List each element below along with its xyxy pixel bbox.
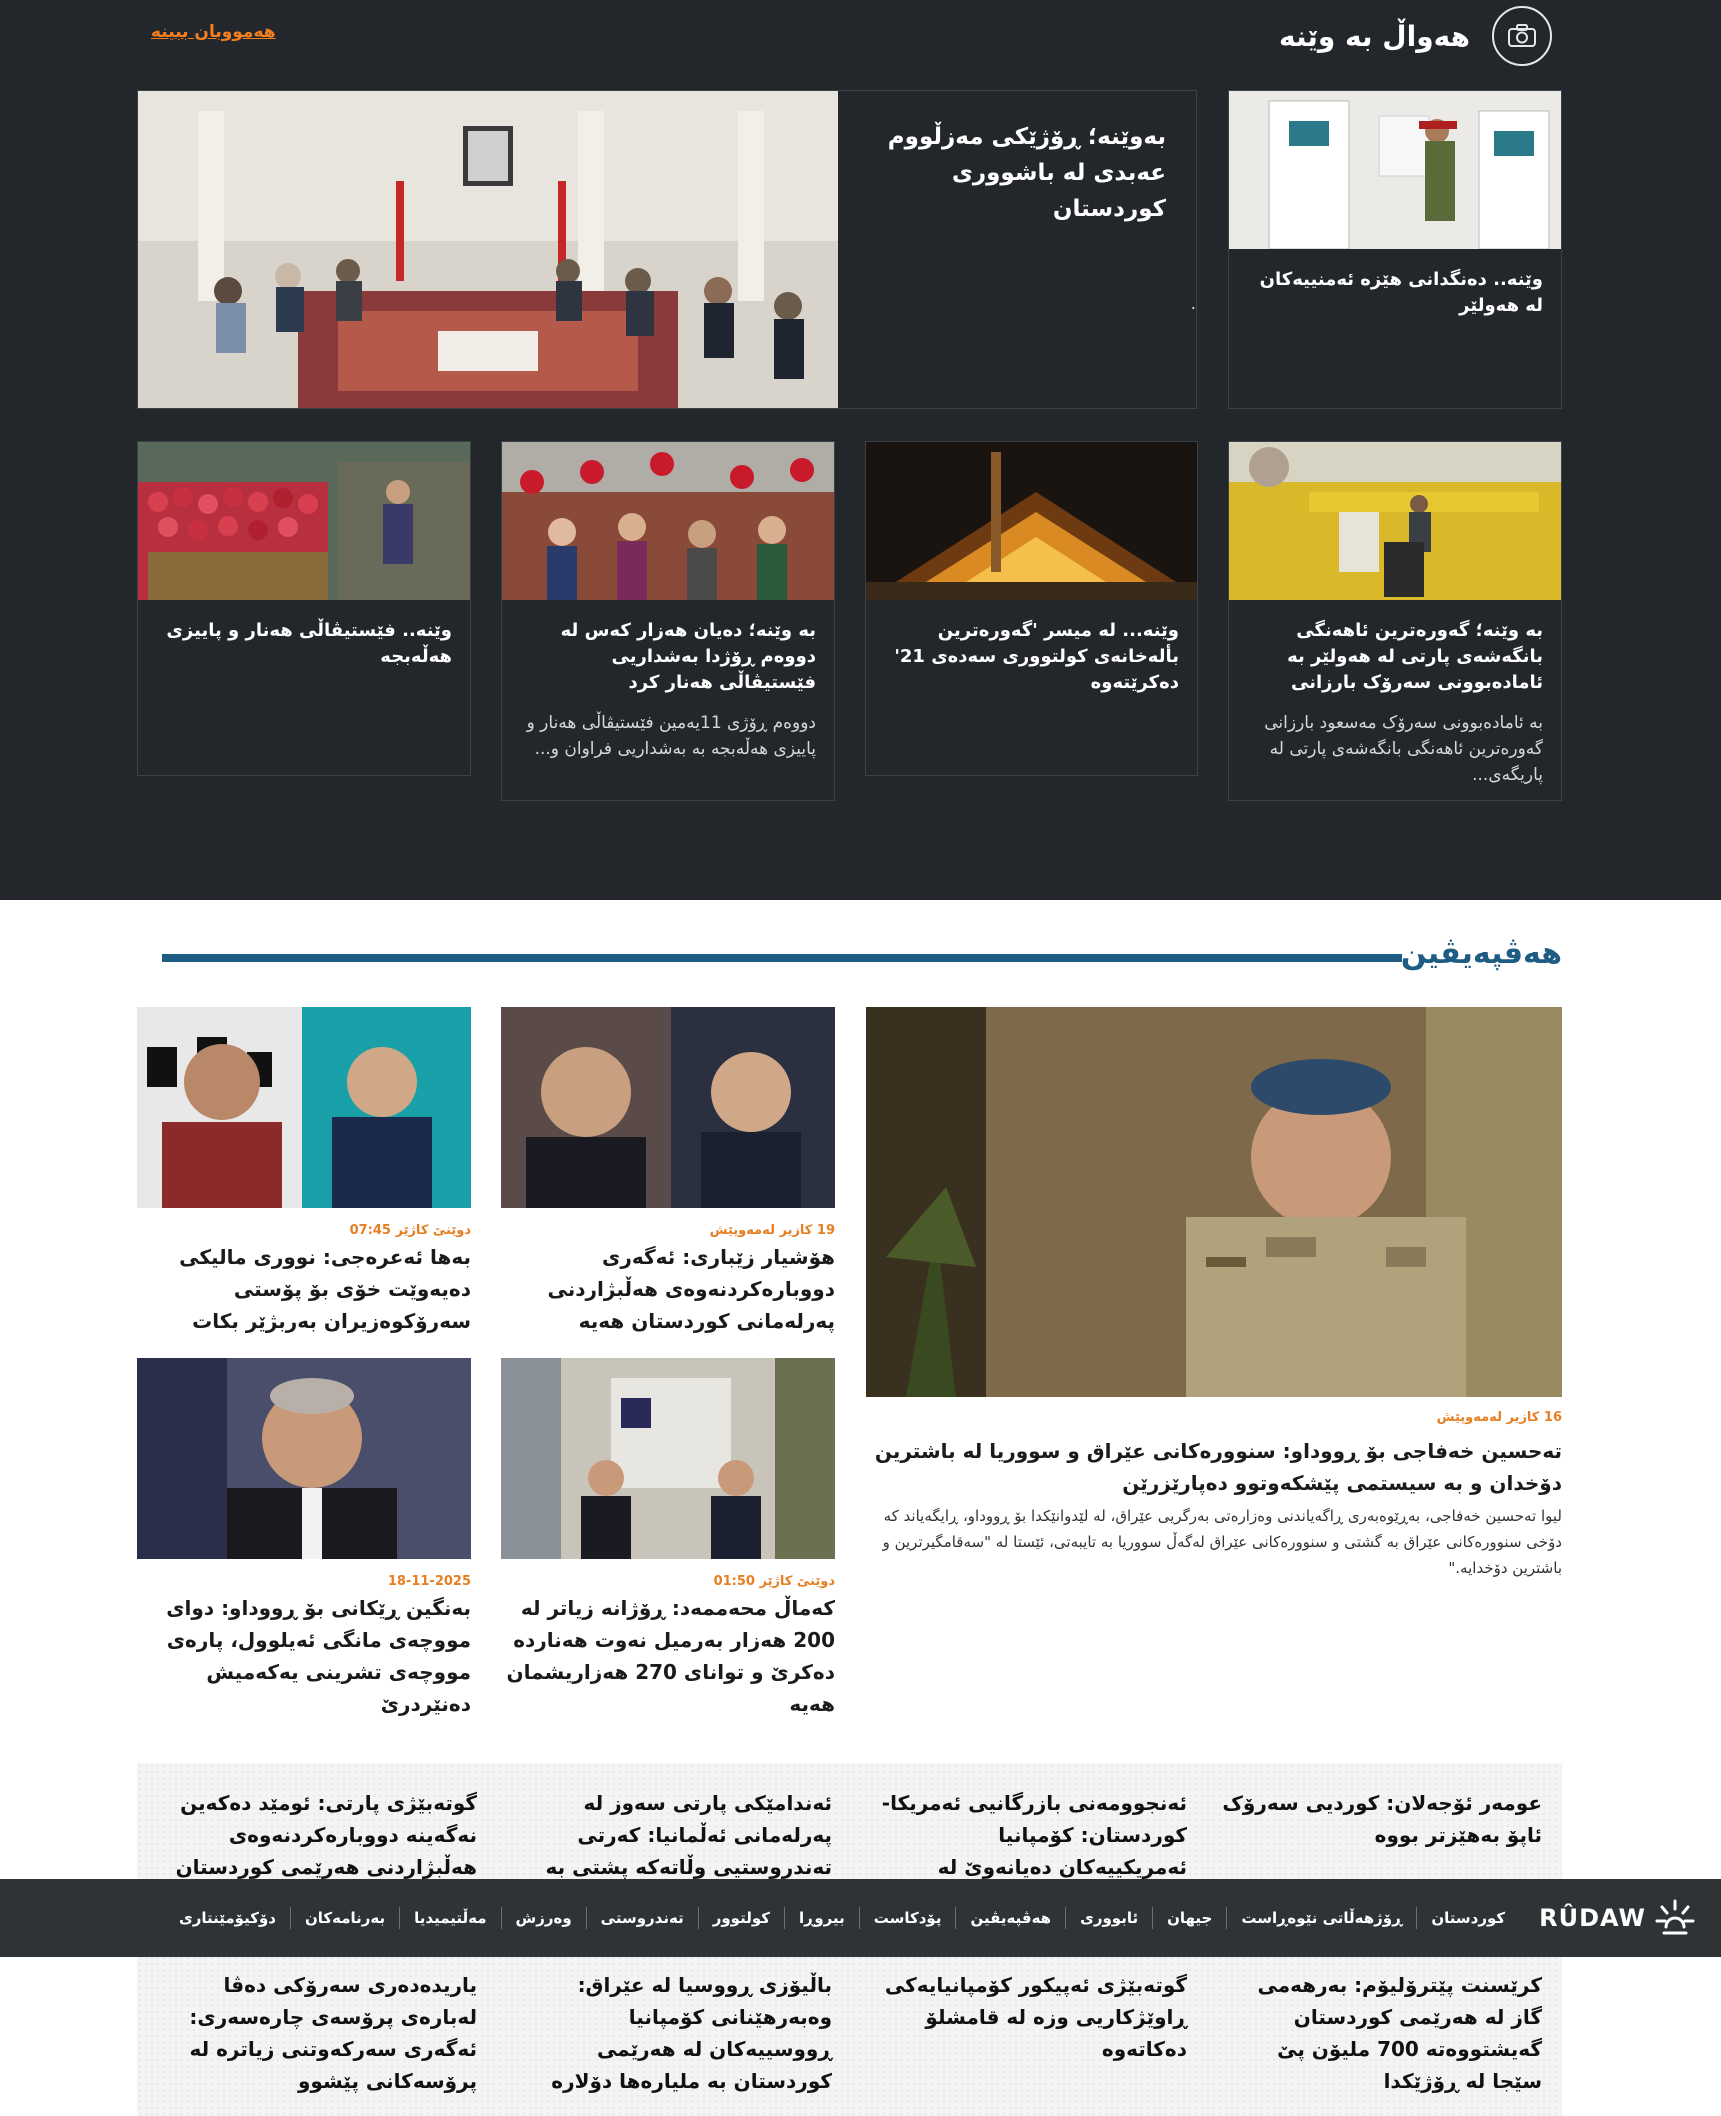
featured-interview-image[interactable] bbox=[866, 1007, 1562, 1397]
photo-card-image[interactable] bbox=[866, 442, 1197, 600]
interview-title[interactable]: بەنگین ڕێکانی بۆ ڕووداو: دوای مووچەی مانگی ئەیلوول، پارەی مووچەی تشرینی یەکەمیش دەنێردرێ bbox=[166, 1596, 471, 1716]
nav-item-world[interactable]: جیهان bbox=[1152, 1907, 1226, 1929]
rudaw-logo[interactable] bbox=[1539, 1897, 1696, 1939]
interview-date: 19 کازیر لەمەوپێش bbox=[709, 1223, 835, 1238]
photo-card-title[interactable]: وێنە.. فێستیڤاڵی هەنار و پاییزی هەڵەبجە bbox=[166, 620, 452, 667]
interview-item[interactable] bbox=[137, 1358, 471, 1718]
photo-card-title[interactable]: وێنە... لە میسر 'گەورەترین بألەخانەی کولتووری سەدەی 21' دەکرێتەوە bbox=[894, 620, 1179, 693]
rudaw-sun-icon bbox=[1654, 1897, 1696, 1939]
interview-item[interactable] bbox=[501, 1358, 835, 1716]
featured-interview[interactable] bbox=[866, 1007, 1562, 1577]
interview-date: 18-11-2025 bbox=[387, 1574, 471, 1589]
featured-interview-title[interactable]: تەحسین خەفاجی بۆ ڕووداو: سنوورەکانی عێراق و سووریا لە باشترین دۆخدان و بە سیستمی پێشکەوتوو دەپارێزرێن bbox=[874, 1439, 1562, 1495]
photo-news-title: هەواڵ بە وێنە bbox=[1278, 19, 1470, 53]
photo-card-desc: دووەم ڕۆژی 11یەمین فێستیڤاڵی هەنار و پاییزی هەڵەبجە بە بەشداریی فراوان و... bbox=[526, 713, 816, 759]
interview-item[interactable] bbox=[137, 1007, 471, 1337]
interviews-title: هەڤپەیڤین bbox=[1400, 936, 1562, 971]
nav-item-interviews[interactable]: هەڤپەیڤین bbox=[955, 1907, 1065, 1929]
news-link[interactable]: ئەندامێکی پارتی سەوز لە پەرلەمانی ئەڵمانیا: کەرتی تەندروستیی وڵاتەکە پشتی بە bbox=[545, 1791, 832, 1879]
photo-news-section bbox=[0, 0, 1721, 900]
nav-item-programs[interactable]: بەرنامەکان bbox=[290, 1907, 399, 1929]
interviews-header bbox=[162, 934, 1562, 974]
nav-item-multimedia[interactable]: مەڵتیمیدیا bbox=[399, 1907, 500, 1929]
featured-interview-date: 16 کازیر لەمەوپێش bbox=[1436, 1410, 1562, 1425]
interview-image[interactable] bbox=[501, 1007, 835, 1208]
photo-card-desc: بە ئامادەبوونی سەرۆک مەسعود بارزانی گەورەترین ئاهەنگی بانگەشەی پارتی لە پاریگەی... bbox=[1264, 713, 1543, 785]
photo-card-image[interactable] bbox=[1229, 442, 1561, 600]
interview-item[interactable] bbox=[501, 1007, 835, 1337]
main-navbar bbox=[0, 1879, 1721, 1957]
news-link[interactable]: گوتەبێژی ئەپیکور کۆمپانیایەکی ڕاوێژکاریی وزە لە قامشلۆ دەکاتەوە bbox=[884, 1973, 1187, 2061]
nav-item-podcast[interactable]: پۆدکاست bbox=[859, 1907, 956, 1929]
photo-card-title[interactable]: وێنە.. دەنگدانی هێزە ئەمنییەکان لە هەولێر bbox=[1259, 269, 1543, 316]
news-link[interactable]: عومەر ئۆجەلان: کوردیی سەرۆک ئاپۆ بەهێزتر بووە bbox=[1222, 1791, 1542, 1847]
news-link[interactable]: باڵیۆزی ڕووسیا لە عێراق: وەبەرهێنانی کۆمپانیا ڕووسییەکان لە هەرێمی کوردستان بە ملیارەها دۆلارە bbox=[551, 1973, 832, 2093]
rudaw-logo-text[interactable]: RÛDAW bbox=[1539, 1904, 1646, 1932]
photo-news-header bbox=[137, 0, 1562, 68]
camera-icon bbox=[1492, 6, 1552, 66]
nav-item-kurdistan[interactable]: کوردستان bbox=[1416, 1907, 1519, 1929]
photo-news-title-wrap bbox=[1279, 6, 1552, 66]
nav-item-sport[interactable]: وەرزش bbox=[501, 1907, 586, 1929]
photo-card-image[interactable] bbox=[1229, 91, 1561, 249]
nav-item-economy[interactable]: ئابووری bbox=[1065, 1907, 1152, 1929]
interview-image[interactable] bbox=[501, 1358, 835, 1559]
photo-card-image[interactable] bbox=[138, 442, 470, 600]
interview-image[interactable] bbox=[137, 1007, 471, 1208]
photo-card[interactable] bbox=[137, 441, 471, 776]
interview-title[interactable]: کەماڵ محەممەد: ڕۆژانە زیاتر لە 200 هەزار بەرمیل نەوت هەناردە دەکرێ و توانای 270 هەزاریشمان هەیە bbox=[506, 1596, 835, 1716]
featured-interview-desc: لیوا تەحسین خەفاجی، بەڕێوەبەری ڕاگەیاندنی وەزارەتی بەرگریی عێراق، لە لێدوانێکدا بۆ ڕووداو، ڕایگەیاند کە دۆخی سنوورەکانی عێراق بە گشتی و سنوورەکانی عێراق لەگەڵ سووریا بە تایبەتی، ئێستا لە "سەقامگیرترین و باشترین دۆخدایە." bbox=[882, 1507, 1562, 1577]
nav-item-documentary[interactable]: دۆکیۆمێنتاری bbox=[179, 1909, 276, 1927]
interview-date: دوێنێ کاژێر 01:50 bbox=[713, 1574, 835, 1589]
photo-card[interactable] bbox=[1228, 441, 1562, 801]
featured-photo-card[interactable] bbox=[137, 90, 1197, 409]
featured-photo-title[interactable]: بەوێنە؛ ڕۆژێکی مەزڵووم عەبدی لە باشووری کوردستان bbox=[887, 124, 1166, 222]
news-link[interactable]: یاریدەدەری سەرۆکی دەڤا لەبارەی پرۆسەی چارەسەری: ئەگەری سەرکەوتنی زیاترە لە پرۆسەکانی پێشوو bbox=[189, 1973, 477, 2093]
interview-title[interactable]: هۆشیار زێباری: ئەگەری دووبارەکردنەوەی هەڵبژاردنی پەرلەمانی کوردستان هەیە bbox=[547, 1245, 835, 1333]
interview-title[interactable]: بەها ئەعرەجی: نووری مالیکی دەیەوێت خۆی بۆ پۆستی سەرۆکوەزیران بەربژێر بکات bbox=[179, 1245, 471, 1333]
featured-photo-dot: . bbox=[1190, 294, 1196, 314]
photo-card[interactable] bbox=[1228, 90, 1562, 409]
news-link[interactable]: کرێسنت پێترۆلیۆم: بەرهەمی گاز لە هەرێمی کوردستان گەیشتووەتە 700 ملیۆن پێ سێجا لە ڕۆژێکدا bbox=[1257, 1973, 1542, 2093]
section-divider bbox=[162, 954, 1402, 962]
featured-photo-image[interactable] bbox=[138, 91, 838, 409]
interview-image[interactable] bbox=[137, 1358, 471, 1559]
photo-card[interactable] bbox=[501, 441, 835, 801]
photo-card-image[interactable] bbox=[502, 442, 834, 600]
news-link[interactable]: ئەنجوومەنی بازرگانیی ئەمریکا-کوردستان: کۆمپانیا ئەمریکییەکان دەیانەوێ لە bbox=[881, 1791, 1187, 1879]
photo-card[interactable] bbox=[865, 441, 1198, 776]
nav-item-culture[interactable]: کولتوور bbox=[698, 1907, 784, 1929]
see-all-link[interactable]: هەمووبان ببینە bbox=[151, 22, 276, 42]
nav-item-opinion[interactable]: بیروڕا bbox=[784, 1907, 859, 1929]
nav-item-health[interactable]: تەندروستی bbox=[586, 1907, 698, 1929]
nav-item-middle-east[interactable]: ڕۆژهەڵاتی نێوەڕاست bbox=[1226, 1907, 1416, 1929]
photo-card-title[interactable]: بە وێنە؛ گەورەترین ئاهەنگی بانگەشەی پارتی لە هەولێر بە ئامادەبوونی سەرۆک بارزانی bbox=[1287, 620, 1543, 693]
interview-date: دوێنێ کاژێر 07:45 bbox=[349, 1223, 471, 1238]
photo-card-title[interactable]: بە وێنە؛ دەیان هەزار کەس لە دووەم ڕۆژدا بەشداریی فێستیڤاڵی هەنار کرد bbox=[560, 620, 816, 693]
news-link[interactable]: گوتەبێژی پارتی: ئومێد دەکەین نەگەینە دووبارەکردنەوەی هەڵبژاردنی هەرێمی کوردستان bbox=[175, 1791, 477, 1879]
